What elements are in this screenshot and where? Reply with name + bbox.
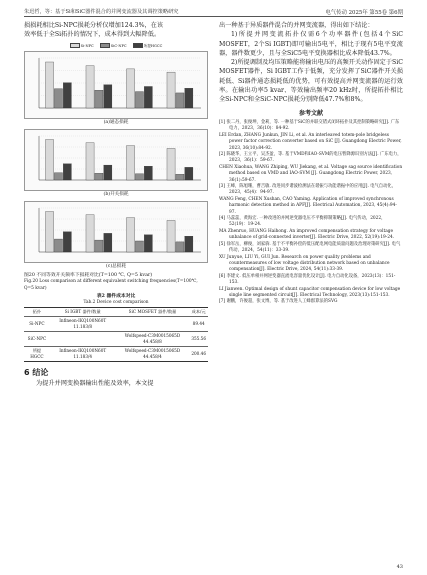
table-cell [50,332,116,347]
reference-entry: [7] 谢鹏，许俊超，张文博，等. 基于改进人工蜂群算法的SVG [219,299,338,305]
table-cell: Wolfspeed-C3M0015065D 44.458/8 [116,332,190,347]
subfigure-a-svg [25,52,207,118]
section-title-conclusion: 6 结论 [24,368,49,378]
device-cost-table [24,307,208,362]
table-cell: SiC-NPC [24,332,50,347]
chart-bar [45,212,53,252]
chart-bar [176,93,184,108]
chart-bar [135,92,143,108]
right-column [219,21,403,306]
table-header: 拓扑 [24,308,50,317]
reference-entry: [1] 张二丹，张俊坤，金莉，等. 一种基于SiC的并联交错式闭环拓扑及其控制策略研究[J]. 广东电力，2023，36(10)：84-92. [219,119,400,132]
chart-bar [167,72,175,108]
table-cell: Wolfspeed-C3M0015065D 44.458/4 [116,347,190,362]
chart-bar [135,174,143,180]
legend-item: Si-NPC [70,43,94,49]
chart-bar [54,89,62,108]
running-header-journal: 电气传动 2025年 第55卷 第6期 [325,10,403,16]
figure-caption: 图20 不同等效开关频率下损耗对比(T=100 ℃, Q=5 kvar) [24,273,153,279]
chart-bar [126,218,134,252]
reference-entry: [2] 陈晓华，王立平，吴杰盈，等. 基于VMD和IAO-SVM的电压暂降源识别方法[J]. 广东电力，2023，36(1)：59-67. [219,152,402,164]
chart-bar [54,173,62,180]
table-row [24,347,208,362]
intro-line-1: 损损耗相比Si-NPC损耗分析仅增加124.3%，在该 [24,22,164,29]
legend-item: SiC-NPC [100,43,127,49]
running-header-title: 朱迅哲，等：基于Si和SiC器件混合的并网变流器及其调控策略研究 [24,9,179,15]
table-caption-en: Tab.2 Device cost comparison [83,300,149,306]
chart-bar [63,164,71,180]
chart-bar [176,175,184,181]
table-cell: Infineon-IKQ100N60T 11.183/8 [50,317,116,332]
table-cell: 355.56 [189,332,208,347]
subfigure-c-chart [24,201,208,263]
reference-entry: LEI Erdan, ZHANG Junkun, JIN Li, et al. An interleaved totem-pole bridgeless power factor correction converter based on SiC [J]. Guangdong Electric Power, 2023, 36(10):84-92. [219,132,402,151]
chart-bar [185,168,193,181]
table-header: SiC MOSFET 器件/数量 [116,308,190,317]
chart-bar [86,66,94,108]
reference-entry: MA Zhenruo, HUANG Haihong. An improved compensation strategy for voltage unbalance of grid-connected inverter[J]. Electric Drive, 2022, 52(19):19-24. [219,228,395,241]
reference-entry: [6] 李建文. 低压单相并网逆变器直流电容量优化设计[J]. 电力自动化设备，2023(13)：151-153. [219,273,396,286]
subfigure-a-chart [24,51,208,119]
conclusion-continued: 出一种基于异质器件混合的并网变流器，得出如下结论： [219,22,374,29]
chart-bar [185,89,193,109]
reference-entry: WANG Feng, CHEN Xushan, CAO Yaming. Application of improved synchronous harmonic detection method in APF[J]. Electrical Automation, 2023, 45(4):94-97. [219,196,397,215]
chart-bar [104,85,112,108]
page-number: 43 [396,564,403,570]
conclusion-point-2: 2)所提调制及均压策略能将输出电压的高频开关动作固定于SiC MOSFET器件，Si IGBT工作于低频，充分发挥了SiC器件开关损耗低、Si器件通态损耗低的优势，可有效提高并网变流器的运行效率。在输出功率5 kvar、等效输出频率20 kHz时，所提拓扑相比全Si-NPC和全SiC-NPC损耗分别降低47.7%和8%。 [219,59,403,104]
intro-line-2: 效率低于全Si拓扑的情况下，成本得到大幅降低。 [24,31,161,39]
chart-bar [86,143,94,180]
reference-entry: [4] 马蕊蕊，黄海宏. 一种改进的并网逆变器电压不平衡抑制策略[J]. 电气传动，2022，52(19)：19-24. [219,216,386,228]
table-row [24,317,208,332]
subfigure-b-svg [25,130,207,190]
chart-bar [95,91,103,109]
subfigure-b-caption: (b)开关损耗 [103,192,129,198]
subfigure-c-caption: (c)总损耗 [106,264,126,270]
table-row [24,332,208,347]
chart-bar [104,234,112,253]
chart-bar [167,149,175,181]
reference-entry: CHEN Xiaohua, WANG Zhiping, WU Jiekang, et al. Voltage sag source identification method based on VMD and IAO-SVM [J]. Guangdong Electric Power, 2023, 36(1):59-67. [219,164,403,183]
chart-bar [144,87,152,109]
references-list [219,120,403,306]
table-cell: 200.46 [189,347,208,362]
chart-bar [144,167,152,181]
left-column [24,21,208,389]
table-cell [116,317,190,332]
table-header: 成本/元 [189,308,208,317]
table-caption: 表2 器件成本对比 [96,293,136,300]
chart-bar [95,240,103,252]
chart-bar [126,69,134,108]
chart-bar [63,232,71,252]
chart-bar [144,235,152,252]
figure-legend [24,43,208,49]
subfigure-c-svg [25,202,207,262]
chart-bar [104,165,112,180]
chart-bar [176,242,184,252]
reference-entry: [5] 徐军岳，柳俊，刘家驹. 基于不平衡补偿的低压配电网电能质量问题及治理对策研究[J]. 电气传动，2024，54(11)：33-39. [219,241,401,254]
figure-20 [24,43,208,293]
header-rule [24,16,403,17]
figure-caption-en: Fig.20 Loss comparison at different equivalent switching frequencies(T=100℃, Q=5 kvar) [24,279,198,291]
chart-bar [167,221,175,253]
chart-bar [86,215,94,252]
chart-bar [135,241,143,252]
chart-bar [126,146,134,180]
table-cell: 89.44 [189,317,208,332]
chart-bar [45,140,53,180]
table-cell: Infineon-IKQ100N60T 11.183/4 [50,347,116,362]
conclusion-point-1: 1)所提并网变流拓扑仅需6个功率器件(包括4个SiC MOSFET，2个Si IGBT)即可输出5电平，相比于现有5电平变流器，器件数更少，且与全SiC5电平变换器相比成本降低43.7%。 [219,31,403,57]
reference-entry: LI Jianwen. Optimal design of shunt capacitor compensation device for low voltage single line segmented circuit[J]. Electrical Technology, 2023(13):151-153. [219,286,401,298]
chart-bar [185,237,193,253]
conclusion-intro: 为提升并网变换器输出性能及效率，本文提 [36,380,154,388]
subfigure-b-chart [24,129,208,191]
table-header: Si IGBT 器件/数量 [50,308,116,317]
chart-bar [45,62,53,108]
table-cell: 所提 HGCC [24,347,50,362]
subfigure-a-caption: (a)通态损耗 [103,120,129,126]
table-cell: Si-NPC [24,317,50,332]
chart-bar [54,239,62,252]
references-title: 参考文献 [298,109,323,117]
legend-item: 所提HGCC [133,43,163,49]
reference-entry: [3] 王峰，陈旭珊，曹吉敏. 改进同步谐波检测法在谐振与功能谐振中的应用[J]. 电气自动化，2023，45(4)：94-97. [219,184,396,196]
chart-bar [63,83,71,108]
reference-entry: XU Junyue, LIU Yi, GUI Jun. Research on power quality problems and countermeasures of low voltage distribution network based on unbalance compensation[J]. Electric Drive, 2024, 54(11):33-39. [219,254,390,273]
chart-bar [95,174,103,181]
